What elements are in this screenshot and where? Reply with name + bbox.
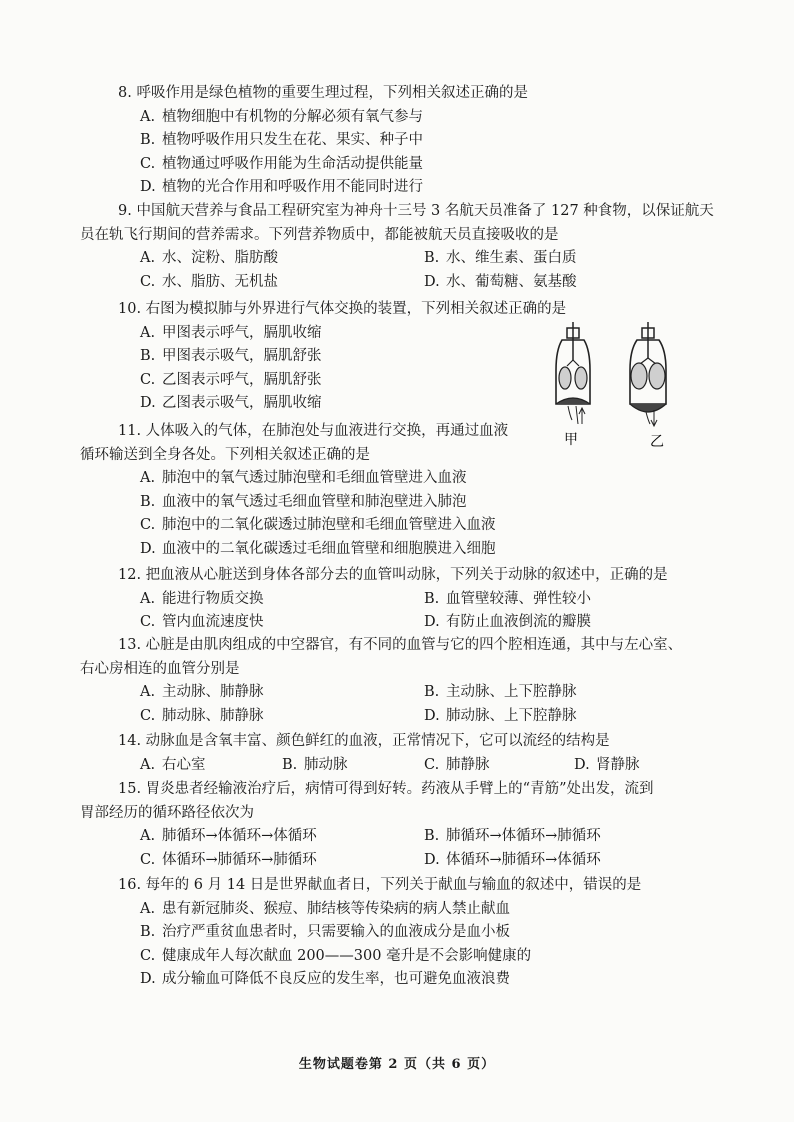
option-row [80,849,720,873]
question-stem: 12. 把血液从心脏送到身体各部分去的血管叫动脉，下列关于动脉的叙述中，正确的是 [118,567,668,583]
option-c: C. 肺动脉、肺静脉 [140,707,264,724]
option-row [80,247,720,271]
question-15 [80,778,720,872]
option-d: D. 肺动脉、上下腔静脉 [424,707,577,724]
question-stem: 14. 动脉血是含氧丰富、颜色鲜红的血液，正常情况下，它可以流经的结构是 [118,733,610,749]
option-a: A. 植物细胞中有机物的分解必须有氧气参与 [140,108,423,125]
option-b: B. 血液中的氧气透过毛细血管壁和肺泡壁进入肺泡 [140,493,467,510]
question-11 [80,420,720,561]
option-a: A. 右心室 [140,756,206,773]
option-a: A. 能进行物质交换 [140,590,264,607]
option-b: B. 血管壁较薄、弹性较小 [424,590,591,607]
option-d: D. 血液中的二氧化碳透过毛细血管壁和细胞膜进入细胞 [140,540,496,557]
option-c: C. 肺泡中的二氧化碳透过肺泡壁和毛细血管壁进入血液 [140,517,496,533]
question-stem-line-1: 15. 胃炎患者经输液治疗后，病情可得到好转。药液从手臂上的“青筋”处出发，流到 [118,781,654,797]
question-stem: 16. 每年的 6 月 14 日是世界献血者日，下列关于献血与输血的叙述中，错误的是 [118,877,642,893]
option-row [80,705,720,729]
option-d: D. 有防止血液倒流的瓣膜 [424,614,591,630]
option-d: D. 乙图表示吸气，膈肌收缩 [140,395,322,411]
option-b: B. 植物呼吸作用只发生在花、果实、种子中 [140,132,423,148]
option-row [80,271,720,295]
question-8 [80,82,720,200]
page-footer: 生物试题卷第 2 页（共 6 页） [298,1057,496,1072]
question-stem: 8. 呼吸作用是绿色植物的重要生理过程，下列相关叙述正确的是 [118,85,528,101]
question-14 [80,730,720,777]
jar-jia [556,322,590,424]
jar-yi [630,322,666,426]
option-c: C. 肺静脉 [424,756,490,773]
figure-label-yi: 乙 [650,434,664,450]
option-row [80,611,720,635]
option-b: B. 治疗严重贫血患者时，只需要输入的血液成分是血小板 [140,924,510,940]
option-a: A. 患有新冠肺炎、猴痘、肺结核等传染病的病人禁止献血 [140,900,510,917]
question-stem: 9. 中国航天营养与食品工程研究室为神舟十三号 3 名航天员准备了 127 种食物，以保证航天员在轨飞行期间的营养需求。下列营养物质中，都能被航天员直接吸收的是 [80,203,714,243]
question-9 [80,200,720,294]
option-a: A. 肺循环→体循环→体循环 [140,828,317,844]
question-stem: 10. 右图为模拟肺与外界进行气体交换的装置，下列相关叙述正确的是 [118,301,567,317]
option-b: B. 主动脉、上下腔静脉 [424,684,577,700]
option-d: D. 体循环→肺循环→体循环 [424,851,601,868]
option-b: B. 甲图表示吸气，膈肌舒张 [140,348,322,364]
option-a: A. 主动脉、肺静脉 [140,684,264,700]
figure-label-jia: 甲 [564,432,578,448]
option-a: A. 水、淀粉、脂肪酸 [140,250,278,266]
question-stem-line-2: 循环输送到全身各处。下列相关叙述正确的是 [80,446,370,463]
option-b: B. 肺循环→体循环→肺循环 [424,828,601,844]
question-16 [80,874,720,992]
option-row [80,588,720,612]
option-row [80,754,720,778]
option-b: B. 肺动脉 [282,756,348,773]
question-13 [80,634,720,728]
option-c: C. 健康成年人每次献血 200——300 毫升是不会影响健康的 [140,947,532,964]
option-d: D. 植物的光合作用和呼吸作用不能同时进行 [140,179,423,195]
question-12 [80,564,720,635]
option-c: C. 乙图表示呼气，膈肌舒张 [140,371,322,388]
option-d: D. 肾静脉 [574,756,640,773]
option-a: A. 甲图表示呼气，膈肌收缩 [140,324,322,341]
option-row [80,825,720,849]
option-d: D. 水、葡萄糖、氨基酸 [424,273,577,290]
option-c: C. 管内血流速度快 [140,614,264,630]
option-a: A. 肺泡中的氧气透过肺泡壁和毛细血管壁进入血液 [140,470,467,486]
option-c: C. 体循环→肺循环→肺循环 [140,851,317,868]
option-d: D. 成分输血可降低不良反应的发生率，也可避免血液浪费 [140,971,510,987]
option-c: C. 植物通过呼吸作用能为生命活动提供能量 [140,155,423,172]
question-stem-line-1: 11. 人体吸入的气体，在肺泡处与血液进行交换，再通过血液 [118,423,509,439]
question-stem-line-2: 右心房相连的血管分别是 [80,660,240,677]
question-stem-line-2: 胃部经历的循环路径依次为 [80,804,254,821]
question-stem-line-1: 13. 心脏是由肌肉组成的中空器官，有不同的血管与它的四个腔相连通，其中与左心室、 [118,637,683,653]
option-c: C. 水、脂肪、无机盐 [140,273,278,290]
option-b: B. 水、维生素、蛋白质 [424,250,577,266]
option-row [80,681,720,705]
